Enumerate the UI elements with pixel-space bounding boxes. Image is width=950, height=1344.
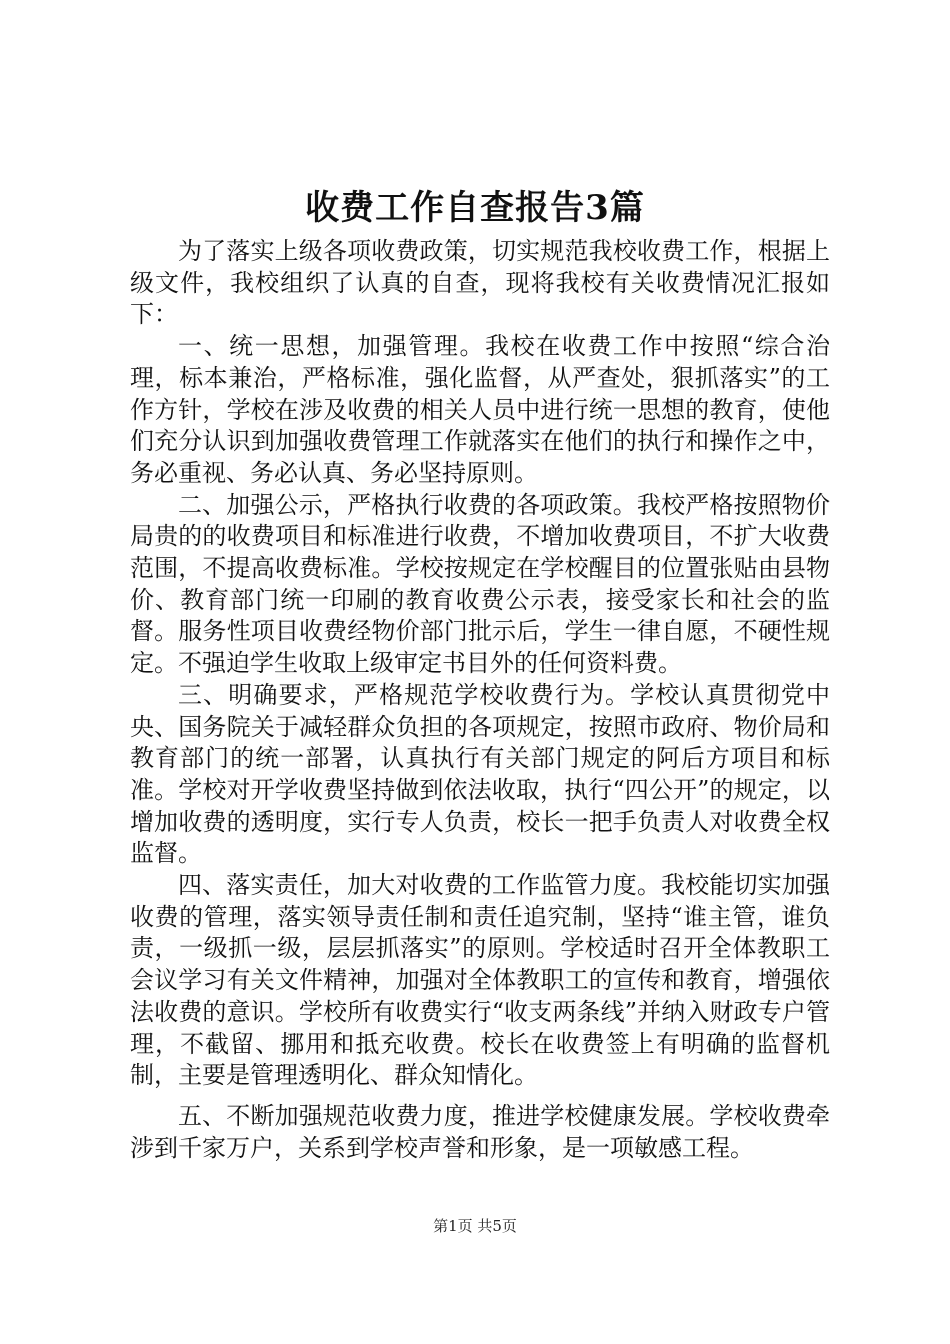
page-footer: 第1页 共5页 xyxy=(433,1217,517,1235)
paragraph-section-1: 一、统一思想，加强管理。我校在收费工作中按照“综合治理，标本兼治，严格标准，强化监督，从严查处，狠抓落实”的工作方针，学校在涉及收费的相关人员中进行统一思想的教育，使他们充分认识到加强收费管理工作就落实在他们的执行和操作之中，务必重视、务必认真、务必坚持原则。 xyxy=(130,332,830,487)
paragraph-section-3: 三、明确要求，严格规范学校收费行为。学校认真贯彻党中央、国务院关于减轻群众负担的各项规定，按照市政府、物价局和教育部门的统一部署，认真执行有关部门规定的阿后方项目和标准。学校对开学收费坚持做到依法收取，执行“四公开”的规定，以增加收费的透明度，实行专人负责，校长一把手负责人对收费全权监督。 xyxy=(130,680,830,868)
paragraph-section-4: 四、落实责任，加大对收费的工作监管力度。我校能切实加强收费的管理，落实领导责任制和责任追究制，坚持“谁主管，谁负责，一级抓一级，层层抓落实”的原则。学校适时召开全体教职工会议学习有关文件精神，加强对全体教职工的宣传和教育，增强依法收费的意识。学校所有收费实行“收支两条线”并纳入财政专户管理，不截留、挪用和抵充收费。校长在收费签上有明确的监督机制，主要是管理透明化、群众知情化。 xyxy=(130,871,830,1090)
paragraph-section-2: 二、加强公示，严格执行收费的各项政策。我校严格按照物价局贵的的收费项目和标准进行收费，不增加收费项目，不扩大收费范围，不提高收费标准。学校按规定在学校醒目的位置张贴由县物价、教育部门统一印刷的教育收费公示表，接受家长和社会的监督。服务性项目收费经物价部门批示后，学生一律自愿，不硬性规定。不强迫学生收取上级审定书目外的任何资料费。 xyxy=(130,490,830,678)
paragraph-intro: 为了落实上级各项收费政策，切实规范我校收费工作，根据上级文件，我校组织了认真的自查，现将我校有关收费情况汇报如下： xyxy=(130,237,830,329)
document-body xyxy=(130,236,830,1164)
document-title: 收费工作自查报告3篇 xyxy=(305,188,645,228)
paragraph-section-5: 五、不断加强规范收费力度，推进学校健康发展。学校收费牵涉到千家万户，关系到学校声誉和形象，是一项敏感工程。 xyxy=(130,1101,830,1162)
